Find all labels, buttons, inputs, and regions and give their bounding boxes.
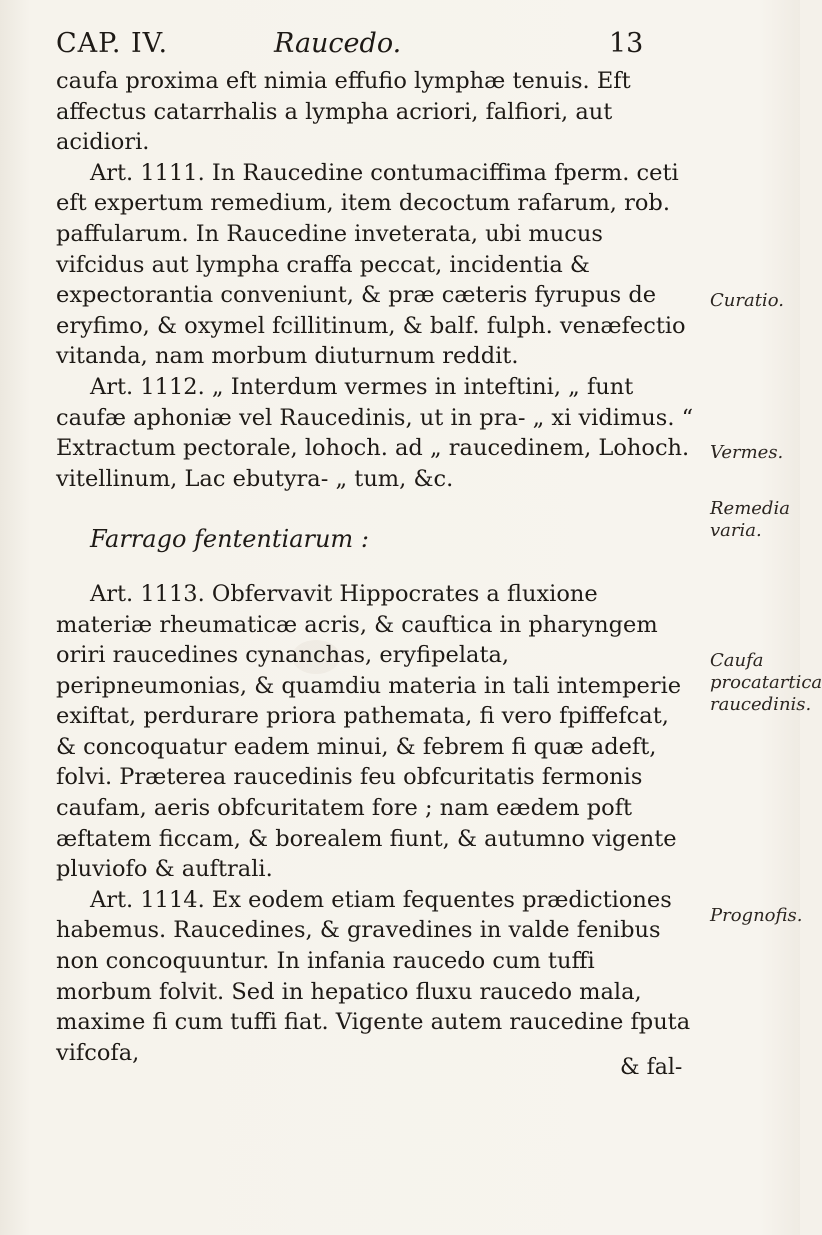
paragraph-art-1111: Art. 1111. In Raucedine contumaciffima fperm. ceti eft expertum remedium, item decoctum rafarum, rob. paffularum. In Raucedine inveterata, ubi mucus vifcidus aut lympha craffa peccat, incidentia & expectorantia conveniunt, & præ cæteris fyrupus de eryfimo, & oxymel fcillitinum, & balf. fulph. venæfectio vitanda, nam morbum diuturnum reddit.: [56, 159, 686, 370]
paragraph-art-1113: Art. 1113. Obfervavit Hippocrates a fluxione materiæ rheumaticæ acris, & cauftica in pharyngem oriri raucedines cynanchas, eryfipelata, peripneumonias, & quamdiu materia in tali intemperie exiftat, perdurare priora pathemata, fi vero fpiffefcat, & concoquatur eadem minui, & febrem fi quæ adeft, folvi. Præterea raucedinis feu obfcuritatis fermonis caufam, aeris obfcuritatem fore ; nam eædem poft æftatem ficcam, & borealem fiunt, & autumno vigente pluviofo & auftrali.: [56, 580, 682, 883]
paragraph-art-1112: Art. 1112. „ Interdum vermes in inteftini, „ funt caufæ aphoniæ vel Raucedinis, ut in pra- „ xi vidimus. “ Extractum pectorale, lohoch. ad „ raucedinem, Lohoch. vitellinum, Lac ebutyra- „ tum, &c.: [56, 373, 694, 492]
paragraph-art-1114: Art. 1114. Ex eodem etiam fequentes prædictiones habemus. Raucedines, & gravedines in valde fenibus non concoquuntur. In infania raucedo cum tuffi morbum folvit. Sed in hepatico fluxu raucedo mala, maxime fi cum tuffi fiat. Vigente autem raucedine fputa vifcofa,: [56, 886, 691, 1066]
margin-note-caufa: Caufa procatartica raucedinis.: [710, 650, 822, 715]
margin-note-prognofis: Prognofis.: [710, 905, 803, 926]
margin-note-vermes: Vermes.: [710, 442, 784, 463]
main-text: [56, 66, 696, 1068]
margin-note-remedia: Remedia varia.: [710, 498, 790, 541]
section-heading: Farrago fententiarum :: [90, 525, 369, 554]
margin-note-curatio: Curatio.: [710, 290, 784, 311]
running-title: Raucedo.: [274, 28, 402, 59]
page-number: 13: [609, 28, 644, 59]
chapter-label: CAP. IV.: [56, 28, 169, 59]
paragraph: caufa proxima eft nimia effufio lymphæ tenuis. Eft affectus catarrhalis a lympha acriori, falfiori, aut acidiori.: [56, 68, 631, 156]
catchword: & fal-: [620, 1055, 683, 1080]
running-header: [56, 28, 696, 68]
